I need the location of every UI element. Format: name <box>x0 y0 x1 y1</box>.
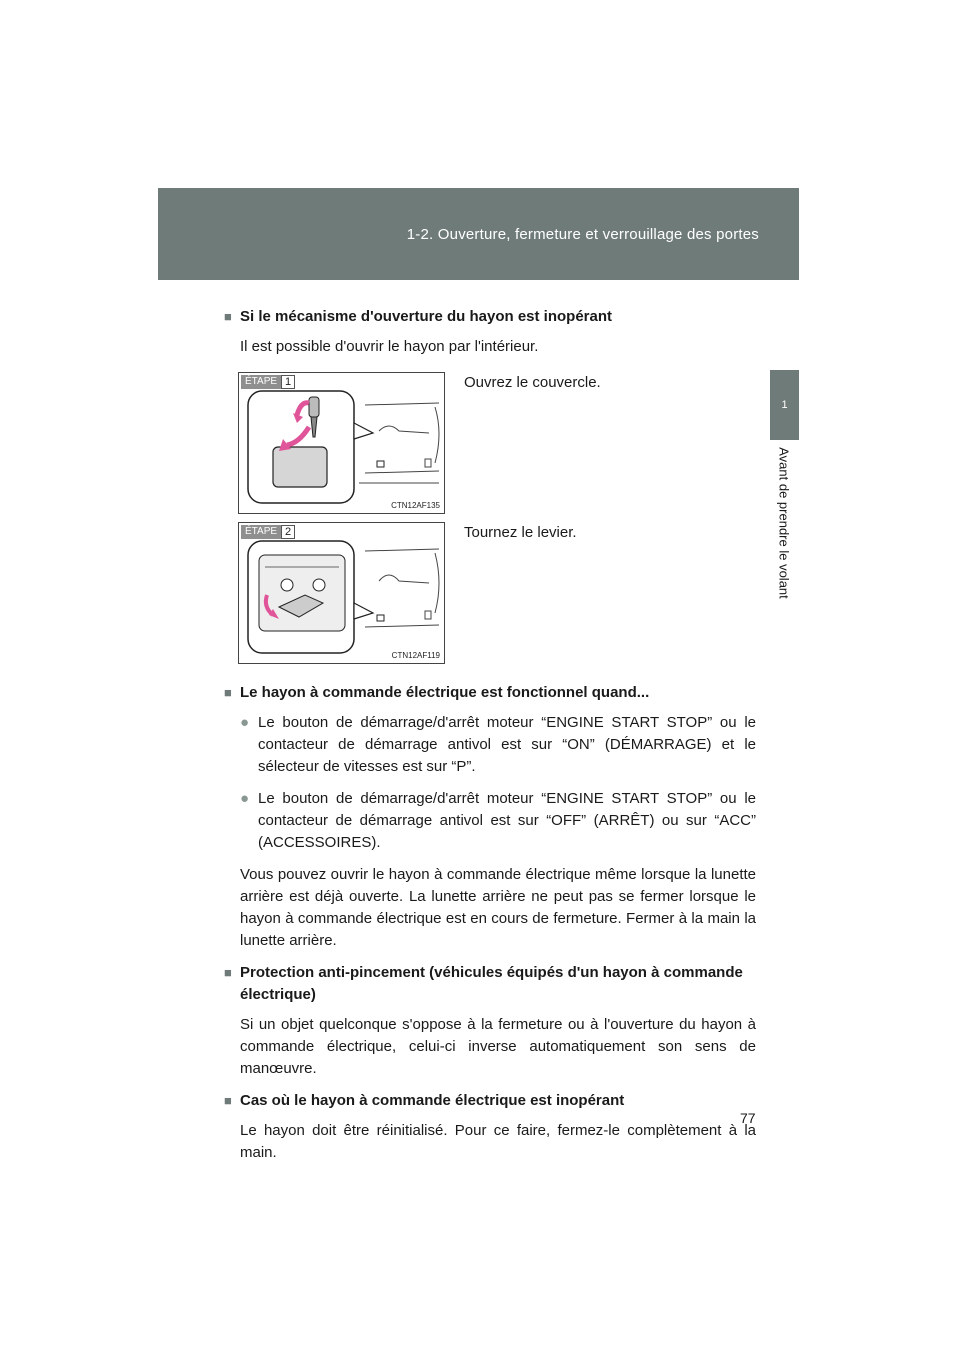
square-bullet-icon: ■ <box>224 309 232 324</box>
section-heading-inoperant-opening: ■ Si le mécanisme d'ouverture du hayon est inopérant <box>224 306 756 328</box>
list-item: ● Le bouton de démarrage/d'arrêt moteur “ENGINE START STOP” ou le contacteur de démarrage antivol est sur “ON” (DÉMARRAGE) et le sélecteur de vitesses est sur “P”. <box>240 712 756 778</box>
step-2-figure <box>238 522 445 664</box>
step-2-instruction: Tournez le levier. <box>464 524 577 541</box>
figure-code: CTN12AF135 <box>391 501 440 510</box>
square-bullet-icon: ■ <box>224 1093 232 1108</box>
section-body: Le hayon doit être réinitialisé. Pour ce faire, fermez-le complètement à la main. <box>240 1122 756 1161</box>
step-2-badge: ÉTAPE 2 <box>241 525 295 539</box>
step-2 <box>238 522 756 672</box>
bullet-dot-icon: ● <box>240 790 250 807</box>
chapter-tab <box>770 370 799 440</box>
header-band <box>158 188 799 280</box>
section-heading-power-inoperant: ■ Cas où le hayon à commande électrique est inopérant <box>224 1090 756 1112</box>
step-1-badge: ÉTAPE 1 <box>241 375 295 389</box>
list-item: ● Le bouton de démarrage/d'arrêt moteur “ENGINE START STOP” ou le contacteur de démarrage antivol est sur “OFF” (ARRÊT) ou sur “ACC” (ACCESSOIRES). <box>240 788 756 854</box>
section-heading-functional: ■ Le hayon à commande électrique est fonctionnel quand... <box>224 682 756 704</box>
page-content <box>224 306 756 1174</box>
step-1-instruction: Ouvrez le couvercle. <box>464 374 601 391</box>
section-body: Vous pouvez ouvrir le hayon à commande électrique même lorsque la lunette arrière est déjà ouverte. La lunette arrière ne peut pas se fermer lorsque le hayon à commande électrique est en cours de fermeture. Fermer à la main la lunette arrière. <box>240 866 756 949</box>
bullet-dot-icon: ● <box>240 714 250 731</box>
step-1-figure <box>238 372 445 514</box>
section-title: 1-2. Ouverture, fermeture et verrouillage des portes <box>406 226 759 243</box>
page-number: 77 <box>740 1110 756 1126</box>
chapter-title-text: Avant de prendre le volant <box>776 447 792 599</box>
square-bullet-icon: ■ <box>224 965 232 980</box>
lever-illustration <box>239 523 444 663</box>
section-intro: Il est possible d'ouvrir le hayon par l'intérieur. <box>240 338 539 355</box>
figure-code: CTN12AF119 <box>391 651 440 660</box>
section-heading-anti-pinch: ■ Protection anti-pincement (véhicules équipés d'un hayon à commande électrique) <box>224 962 756 1006</box>
cover-illustration <box>239 373 444 513</box>
chapter-number: 1 <box>781 399 788 411</box>
step-1 <box>238 372 756 522</box>
section-body: Si un objet quelconque s'oppose à la fermeture ou à l'ouverture du hayon à commande électrique, celui-ci inverse automatiquement son sens de manœuvre. <box>240 1016 756 1077</box>
square-bullet-icon: ■ <box>224 685 232 700</box>
